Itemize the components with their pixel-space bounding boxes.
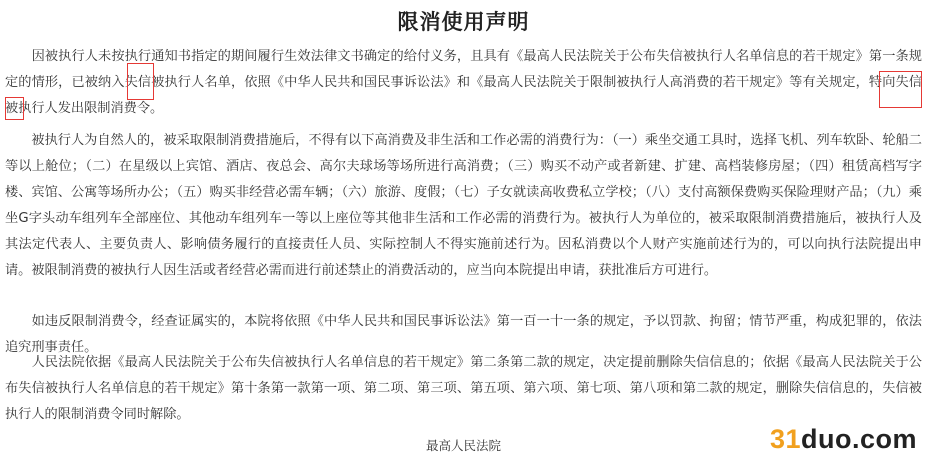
paragraph-notice: 因被执行人未按执行通知书指定的期间履行生效法律文书确定的给付义务，且具有《最高人民法院关于公布失信被执行人名单信息的若干规定》第一条规定的情形，已被纳入失信被执行人名单，依照《中华人民共和国民事诉讼法》和《最高人民法院关于限制被执行人高消费的若干规定》等有关规定，特向失信被执行人发出限制消费令。 xyxy=(5,49,922,116)
highlight-box-included xyxy=(127,63,154,100)
watermark-number: 31 xyxy=(769,424,801,454)
paragraph-violation: 如违反限制消费令，经查证属实的，本院将依照《中华人民共和国民事诉讼法》第一百一十一条的规定，予以罚款、拘留；情节严重，构成犯罪的，依法追究刑事责任。 xyxy=(5,314,922,355)
highlight-box-specially-to xyxy=(879,71,922,108)
watermark-domain: duo.com xyxy=(801,424,917,454)
paragraph-removal: 人民法院依据《最高人民法院关于公布失信被执行人名单信息的若干规定》第二条第二款的规定，决定提前删除失信信息的；依据《最高人民法院关于公布失信被执行人名单信息的若干规定》第十条第一款第一项、第二项、第三项、第五项、第六项、第七项、第八项和第二款的规定，删除失信信息的，失信被执行人的限制消费令同时解除。 xyxy=(5,355,922,422)
paragraph-restrictions: 被执行人为自然人的，被采取限制消费措施后，不得有以下高消费及非生活和工作必需的消费行为：（一）乘坐交通工具时，选择飞机、列车软卧、轮船二等以上舱位；（二）在星级以上宾馆、酒店、夜总会、高尔夫球场等场所进行高消费；（三）购买不动产或者新建、扩建、高档装修房屋；（四）租赁高档写字楼、宾馆、公寓等场所办公；（五）购买非经营必需车辆；（六）旅游、度假；（七）子女就读高收费私立学校；（八）支付高额保费购买保险理财产品；（九）乘坐G字头动车组列车全部座位、其他动车组列车一等以上座位等其他非生活和工作必需的消费行为。被执行人为单位的，被采取限制消费措施后，被执行人及其法定代表人、主要负责人、影响债务履行的直接责任人员、实际控制人不得实施前述行为。因私消费以个人财产实施前述行为的，可以向执行法院提出申请。被限制消费的被执行人因生活或者经营必需而进行前述禁止的消费活动的，应当向本院提出申请，获批准后方可进行。 xyxy=(5,133,922,278)
site-watermark xyxy=(770,424,917,454)
page-title: 限消使用声明 xyxy=(397,10,530,34)
signature-court: 最高人民法院 xyxy=(425,438,501,453)
highlight-box-faith xyxy=(5,97,24,120)
